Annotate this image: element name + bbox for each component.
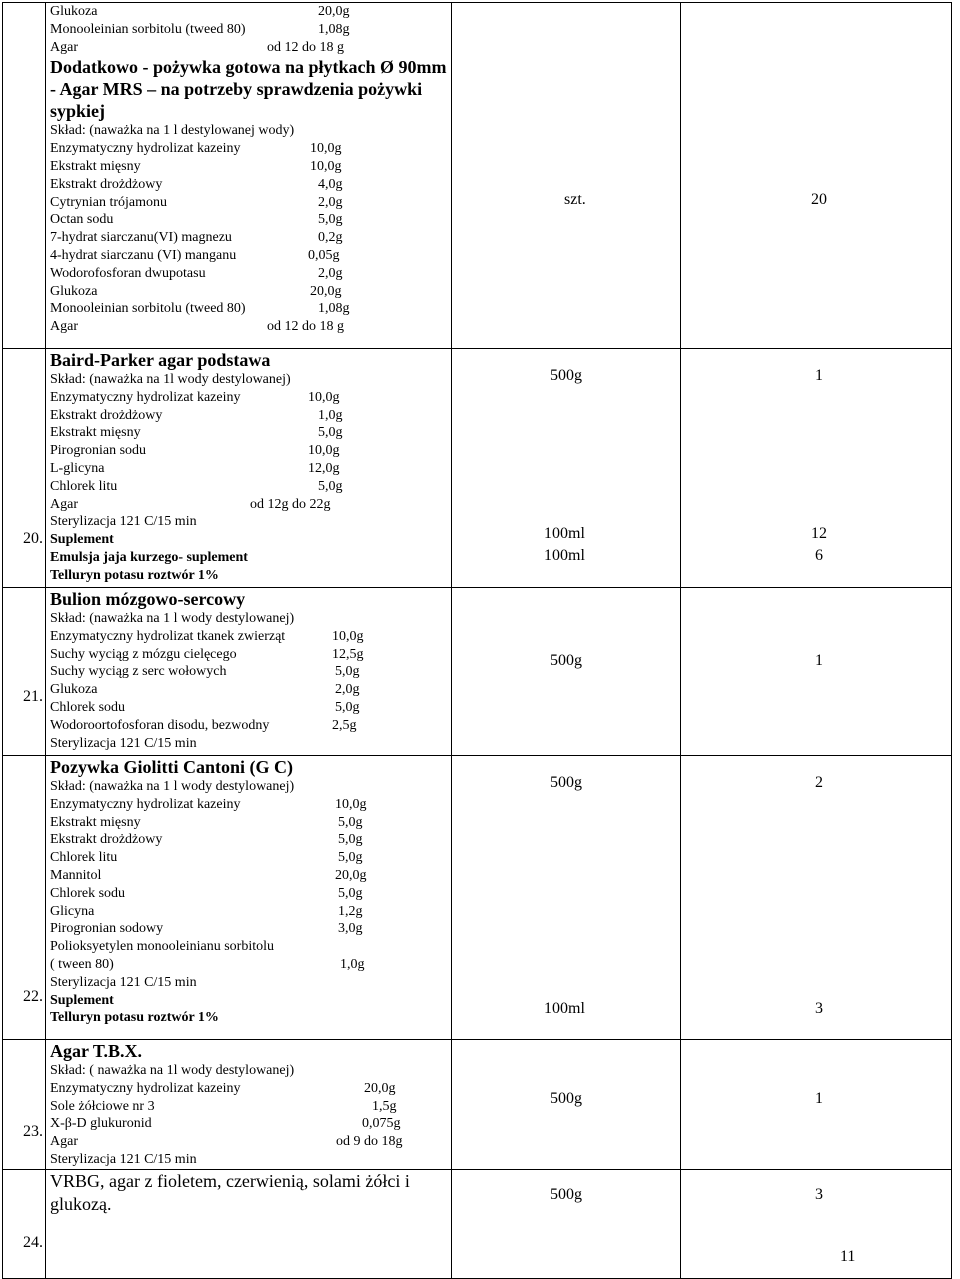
quantity-cell (681, 588, 952, 756)
ingredient-line (50, 194, 451, 212)
ingredient-line (50, 646, 451, 664)
description-cell (46, 588, 452, 756)
quantity-value: 2 (815, 774, 823, 791)
ingredient-amount: 10,0g (308, 389, 340, 405)
ingredient-name: Enzymatyczny hydrolizat kazeiny (50, 389, 241, 405)
ingredient-line (50, 974, 451, 992)
supplement-line: Suplement (50, 992, 114, 1008)
ingredient-amount: 1,2g (338, 903, 363, 919)
description-cell (46, 3, 452, 349)
table-row (3, 3, 952, 349)
unit-value: szt. (564, 191, 586, 208)
quantity-cell (681, 349, 952, 588)
ingredient-amount: 5,0g (318, 425, 343, 441)
ingredient-name: Glukoza (50, 682, 98, 698)
row-number: 22. (23, 988, 43, 1005)
description-cell (46, 756, 452, 1040)
ingredient-line (50, 21, 451, 39)
unit-cell (452, 1169, 681, 1278)
ingredient-amount: 1,0g (318, 407, 343, 423)
ingredient-name: Wodorofosforan dwupotasu (50, 265, 206, 281)
ingredient-amount: od 12g do 22g (250, 496, 331, 512)
ingredient-amount: 1,0g (340, 956, 365, 972)
ingredient-name: Sterylizacja 121 C/15 min (50, 974, 197, 990)
ingredient-amount: 12,5g (332, 646, 364, 662)
ingredient-name: Pirogronian sodu (50, 443, 147, 459)
ingredient-line (50, 1115, 451, 1133)
ingredient-name: Enzymatyczny hydrolizat kazeiny (50, 141, 241, 157)
ingredient-name: Ekstrakt mięsny (50, 158, 141, 174)
ingredient-line (50, 885, 451, 903)
ingredient-name: Agar (50, 496, 78, 512)
ingredient-name: Enzymatyczny hydrolizat tkanek zwierząt (50, 628, 286, 644)
ingredient-name: Glicyna (50, 903, 95, 919)
ingredient-amount: 2,0g (318, 265, 343, 281)
ingredient-name: Agar (50, 39, 78, 55)
ingredient-amount: od 12 do 18 g (267, 39, 344, 55)
unit-value: 100ml (544, 1000, 585, 1017)
ingredient-amount: 20,0g (318, 4, 350, 19)
supplement-line: Telluryn potasu roztwór 1% (50, 1010, 219, 1026)
quantity-cell (681, 1169, 952, 1278)
supplement-line: Suplement (50, 532, 114, 548)
ingredient-line (50, 122, 451, 140)
ingredient-name: 4-hydrat siarczanu (VI) manganu (50, 247, 237, 263)
ingredient-amount: 10,0g (332, 628, 364, 644)
ingredient-name: Ekstrakt drożdżowy (50, 832, 163, 848)
ingredient-name: Skład: (naważka na 1l wody destylowanej) (50, 372, 291, 387)
ingredient-line (50, 371, 451, 389)
ingredient-amount: 2,5g (332, 717, 357, 733)
ingredient-name: Sterylizacja 121 C/15 min (50, 735, 197, 751)
quantity-value: 20 (811, 191, 827, 208)
quantity-value: 6 (815, 547, 823, 564)
ingredient-line (50, 229, 451, 247)
ingredient-amount: 0,2g (318, 230, 343, 246)
ingredient-name: Suchy wyciąg z serc wołowych (50, 664, 227, 680)
ingredient-amount: 0,075g (362, 1116, 401, 1132)
ingredient-amount: 10,0g (310, 141, 342, 157)
ingredient-line (50, 681, 451, 699)
unit-value: 500g (550, 367, 582, 384)
unit-value: 500g (550, 652, 582, 669)
ingredient-name: Octan sodu (50, 212, 114, 228)
row-number: 23. (23, 1123, 43, 1140)
ingredient-name: Cytrynian trójamonu (50, 194, 168, 210)
ingredient-line (50, 699, 451, 717)
page-number: 11 (840, 1248, 856, 1265)
medium-name: Bulion mózgowo-sercowy (50, 589, 246, 609)
table-row (3, 1169, 952, 1278)
ingredient-amount: 5,0g (318, 212, 343, 228)
ingredient-amount: 5,0g (338, 885, 363, 901)
ingredient-name: Sterylizacja 121 C/15 min (50, 514, 197, 530)
unit-value: 100ml (544, 525, 585, 542)
ingredient-line (50, 663, 451, 681)
ingredient-name: X-β-D glukuronid (50, 1116, 152, 1132)
ingredient-amount: 1,5g (372, 1098, 397, 1114)
table-row (3, 349, 952, 588)
quantity-value: 12 (811, 525, 827, 542)
row-number-cell (3, 756, 46, 1040)
ingredient-name: Ekstrakt mięsny (50, 814, 141, 830)
description-cell (46, 1040, 452, 1170)
ingredient-amount: 10,0g (310, 158, 342, 174)
ingredient-line (50, 460, 451, 478)
ingredient-name: Enzymatyczny hydrolizat kazeiny (50, 796, 241, 812)
ingredient-name: Wodoroortofosforan disodu, bezwodny (50, 717, 270, 733)
ingredient-line (50, 318, 451, 336)
medium-name-plain: VRBG, agar z fioletem, czerwienią, solami żółci i glukozą. (50, 1170, 410, 1214)
unit-cell (452, 3, 681, 349)
unit-cell (452, 756, 681, 1040)
ingredient-name: Chlorek litu (50, 850, 118, 866)
row-number-cell (3, 1040, 46, 1170)
ingredient-line (50, 283, 451, 301)
ingredient-name: Enzymatyczny hydrolizat kazeiny (50, 1080, 241, 1096)
unit-value: 100ml (544, 547, 585, 564)
unit-value: 500g (550, 774, 582, 791)
ingredient-name: Sterylizacja 121 C/15 min (50, 1151, 197, 1167)
ingredient-amount: 5,0g (338, 814, 363, 830)
ingredient-line (50, 1098, 451, 1116)
ingredient-line (50, 1133, 451, 1151)
ingredient-line (50, 814, 451, 832)
ingredient-line (50, 938, 451, 956)
ingredient-line (50, 717, 451, 735)
ingredient-name: Glukoza (50, 283, 98, 299)
ingredient-line (50, 628, 451, 646)
quantity-cell (681, 3, 952, 349)
ingredient-line (50, 3, 451, 21)
table-row (3, 1040, 952, 1170)
ingredient-line (50, 389, 451, 407)
table-row (3, 756, 952, 1040)
ingredient-amount: 5,0g (335, 664, 360, 680)
description-cell (46, 349, 452, 588)
unit-cell (452, 588, 681, 756)
ingredient-line (50, 1062, 451, 1080)
ingredient-line (50, 1151, 451, 1169)
ingredient-amount: 1,08g (318, 301, 350, 317)
medium-name: Agar T.B.X. (50, 1041, 143, 1061)
ingredient-name: Sole żółciowe nr 3 (50, 1098, 155, 1114)
quantity-cell (681, 756, 952, 1040)
ingredient-name: Mannitol (50, 867, 102, 883)
ingredient-line (50, 867, 451, 885)
ingredient-line (50, 849, 451, 867)
quantity-value: 1 (815, 1090, 823, 1107)
row-number: 20. (23, 530, 43, 547)
ingredient-name: Polioksyetylen monooleinianu sorbitolu (50, 939, 274, 955)
ingredient-line (50, 735, 451, 753)
ingredient-name: Skład: ( naważka na 1l wody destylowanej) (50, 1063, 295, 1078)
ingredient-amount: 5,0g (338, 850, 363, 866)
supplement-line: Emulsja jaja kurzego- suplement (50, 549, 248, 565)
ingredient-amount: 20,0g (364, 1080, 396, 1096)
row-number: 21. (23, 688, 43, 705)
ingredient-line (50, 158, 451, 176)
ingredient-name: Agar (50, 319, 78, 335)
ingredient-name: L-glicyna (50, 460, 105, 476)
ingredient-name: Glukoza (50, 4, 98, 19)
ingredient-name: ( tween 80) (50, 956, 114, 972)
ingredient-amount: 10,0g (335, 796, 367, 812)
row-number: 24. (23, 1233, 43, 1251)
medium-name: Baird-Parker agar podstawa (50, 350, 271, 370)
ingredient-line (50, 442, 451, 460)
description-cell (46, 1169, 452, 1278)
ingredient-line (50, 610, 451, 628)
quantity-cell (681, 1040, 952, 1170)
ingredient-amount: od 12 do 18 g (267, 319, 344, 335)
ingredient-name: Ekstrakt mięsny (50, 425, 141, 441)
ingredient-amount: 12,0g (308, 460, 340, 476)
supplement-line: Telluryn potasu roztwór 1% (50, 567, 219, 583)
specification-table (2, 2, 952, 1279)
ingredient-line (50, 796, 451, 814)
ingredient-line (50, 407, 451, 425)
ingredient-amount: 5,0g (335, 699, 360, 715)
ingredient-name: 7-hydrat siarczanu(VI) magnezu (50, 230, 232, 246)
ingredient-amount: 2,0g (318, 194, 343, 210)
ingredient-amount: 0,05g (308, 247, 340, 263)
unit-cell (452, 349, 681, 588)
quantity-value: 1 (815, 367, 823, 384)
quantity-value: 3 (815, 1000, 823, 1017)
ingredient-line (50, 956, 451, 974)
quantity-value: 1 (815, 652, 823, 669)
ingredient-line (50, 211, 451, 229)
unit-cell (452, 1040, 681, 1170)
ingredient-line (50, 140, 451, 158)
ingredient-line (50, 265, 451, 283)
ingredient-name: Chlorek sodu (50, 885, 126, 901)
ingredient-name: Skład: (naważka na 1 l destylowanej wody) (50, 123, 295, 139)
ingredient-name: Ekstrakt drożdżowy (50, 407, 163, 423)
ingredient-line (50, 247, 451, 265)
unit-value: 500g (550, 1090, 582, 1107)
ingredient-name: Chlorek sodu (50, 699, 126, 715)
ingredient-line (50, 831, 451, 849)
quantity-value: 3 (815, 1185, 823, 1203)
ingredient-name: Skład: (naważka na 1 l wody destylowanej) (50, 779, 295, 794)
row-number-cell (3, 349, 46, 588)
ingredient-name: Monooleinian sorbitolu (tweed 80) (50, 21, 246, 37)
ingredient-line (50, 424, 451, 442)
ingredient-amount: 2,0g (335, 682, 360, 698)
ingredient-line (50, 496, 451, 514)
ingredient-name: Agar (50, 1134, 78, 1150)
ingredient-name: Pirogronian sodowy (50, 921, 164, 937)
ingredient-amount: 1,08g (318, 21, 350, 37)
medium-name: Pozywka Giolitti Cantoni (G C) (50, 757, 293, 777)
table-row (3, 588, 952, 756)
ingredient-line (50, 39, 451, 57)
row-number-cell (3, 3, 46, 349)
row-number-cell (3, 1169, 46, 1278)
ingredient-amount: 20,0g (310, 283, 342, 299)
ingredient-name: Ekstrakt drożdżowy (50, 176, 163, 192)
ingredient-amount: 5,0g (338, 832, 363, 848)
ingredient-line (50, 1080, 451, 1098)
ingredient-line (50, 300, 451, 318)
ingredient-amount: 5,0g (318, 478, 343, 494)
ingredient-name: Monooleinian sorbitolu (tweed 80) (50, 301, 246, 317)
ingredient-amount: od 9 do 18g (336, 1134, 403, 1150)
medium-name: Dodatkowo - pożywka gotowa na płytkach Ø 90mm - Agar MRS – na potrzeby sprawdzenia pożywki sypkiej (50, 57, 447, 122)
ingredient-amount: 20,0g (335, 867, 367, 883)
ingredient-amount: 3,0g (338, 921, 363, 937)
unit-value: 500g (550, 1185, 582, 1203)
ingredient-line (50, 513, 451, 531)
ingredient-line (50, 903, 451, 921)
ingredient-line (50, 778, 451, 796)
ingredient-name: Suchy wyciąg z mózgu cielęcego (50, 646, 237, 662)
ingredient-name: Chlorek litu (50, 478, 118, 494)
ingredient-amount: 4,0g (318, 176, 343, 192)
row-number-cell (3, 588, 46, 756)
ingredient-line (50, 176, 451, 194)
ingredient-line (50, 478, 451, 496)
ingredient-amount: 10,0g (308, 443, 340, 459)
ingredient-name: Skład: (naważka na 1 l wody destylowanej) (50, 611, 295, 626)
ingredient-line (50, 920, 451, 938)
